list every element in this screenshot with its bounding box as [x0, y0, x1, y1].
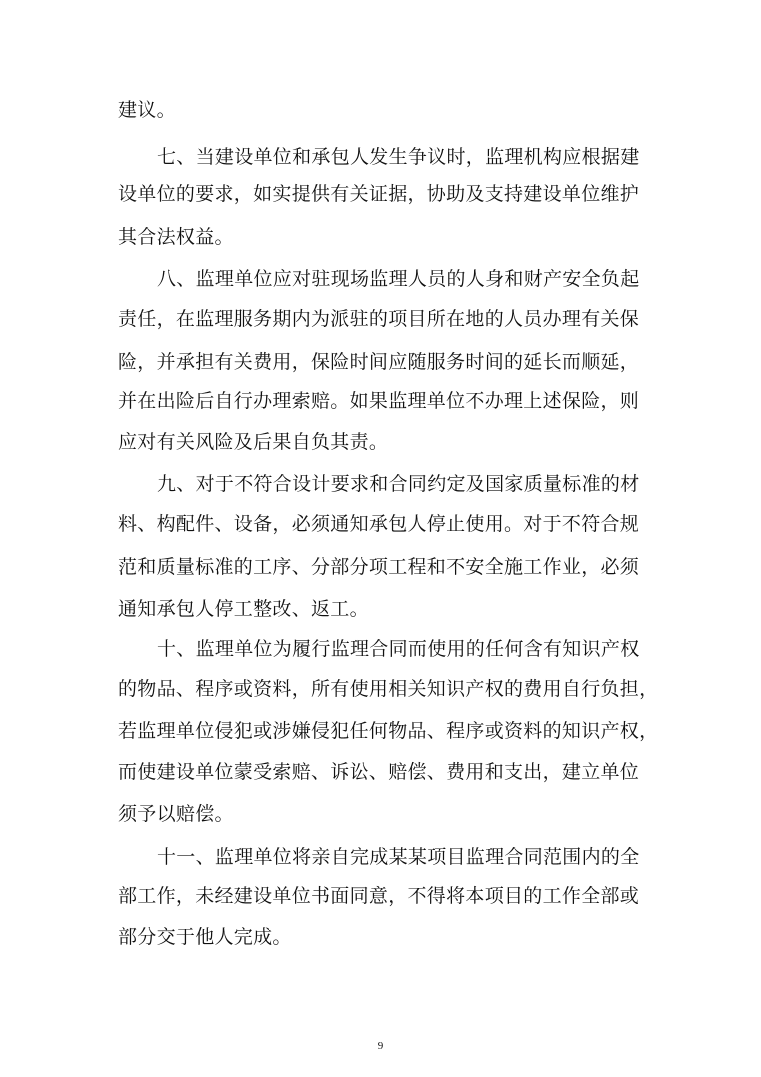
- text-line: 料、构配件、设备，必须通知承包人停止使用。对于不符合规: [118, 513, 640, 535]
- text-line: 应对有关风险及后果自负其责。: [118, 431, 389, 453]
- text-line: 设单位的要求，如实提供有关证据，协助及支持建设单位维护: [118, 183, 640, 205]
- text-line: 部分交于他人完成。: [118, 926, 292, 948]
- page-number: 9: [377, 1040, 384, 1052]
- text-line: 责任，在监理服务期内为派驻的项目所在地的人员办理有关保: [118, 308, 640, 330]
- text-line: 建议。: [118, 99, 176, 121]
- paragraph-10-line-1: 十、监理单位为履行监理合同而使用的任何含有知识产权: [157, 638, 640, 660]
- text-line: 须予以赔偿。: [118, 803, 234, 825]
- text-line: 通知承包人停工整改、返工。: [118, 598, 369, 620]
- text-line: 其合法权益。: [118, 226, 234, 248]
- paragraph-9-line-1: 九、对于不符合设计要求和合同约定及国家质量标准的材: [157, 473, 640, 495]
- paragraph-11-line-1: 十一、监理单位将亲自完成某某项目监理合同范围内的全: [157, 846, 640, 868]
- text-line: 的物品、程序或资料，所有使用相关知识产权的费用自行负担，: [118, 678, 659, 700]
- text-line: 险，并承担有关费用，保险时间应随服务时间的延长而顺延，: [118, 351, 640, 373]
- text-line: 若监理单位侵犯或涉嫌侵犯任何物品、程序或资料的知识产权，: [118, 720, 659, 742]
- text-line: 部工作，未经建设单位书面同意，不得将本项目的工作全部或: [118, 885, 640, 907]
- text-line: 而使建设单位蒙受索赔、诉讼、赔偿、费用和支出，建立单位: [118, 761, 640, 783]
- paragraph-7-line-1: 七、当建设单位和承包人发生争议时，监理机构应根据建: [157, 146, 640, 168]
- text-line: 并在出险后自行办理索赔。如果监理单位不办理上述保险，则: [118, 390, 640, 412]
- text-line: 范和质量标准的工序、分部分项工程和不安全施工作业，必须: [118, 556, 640, 578]
- paragraph-8-line-1: 八、监理单位应对驻现场监理人员的人身和财产安全负起: [157, 268, 640, 290]
